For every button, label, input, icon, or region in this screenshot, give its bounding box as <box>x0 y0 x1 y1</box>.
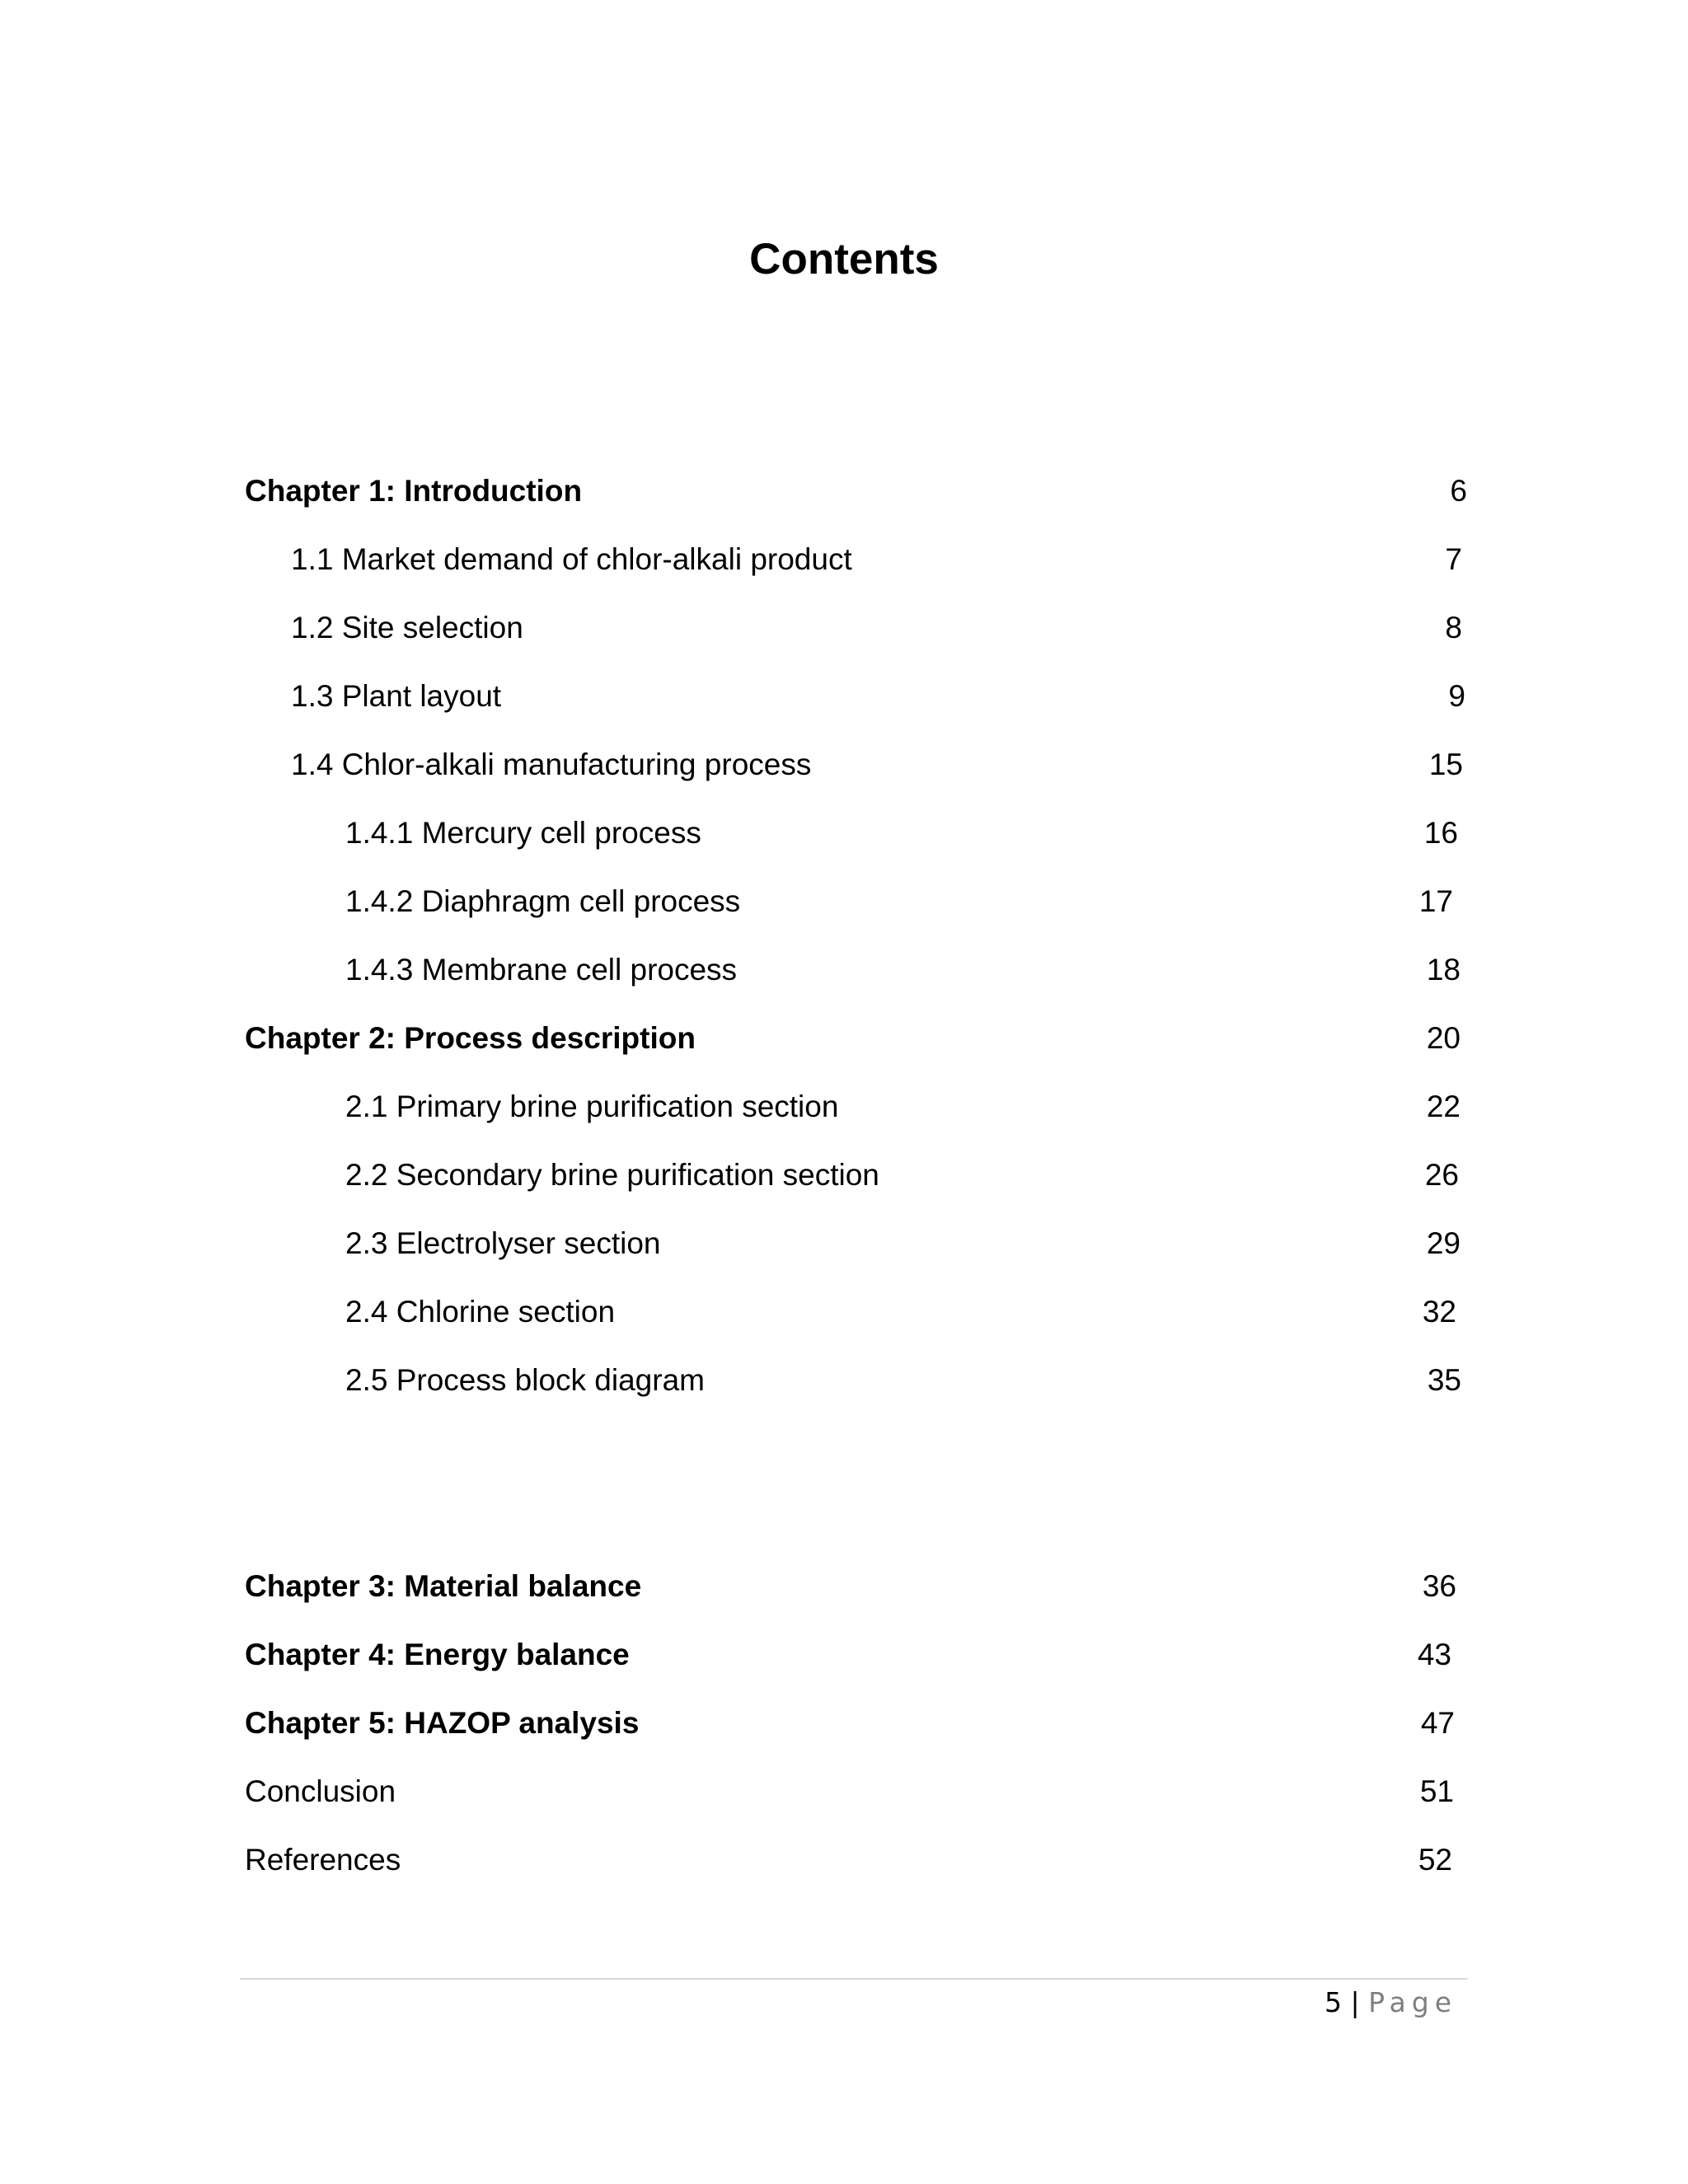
toc-entry-page: 6 <box>1450 474 1467 508</box>
toc-entry-chapter-4[interactable] <box>245 1632 1473 1678</box>
toc-entry-1-4-3[interactable] <box>345 947 1473 993</box>
toc-entry-label: Chapter 3: Material balance <box>245 1569 642 1603</box>
toc-entry-page: 18 <box>1426 953 1461 987</box>
toc-entry-label: 2.4 Chlorine section <box>345 1295 616 1329</box>
toc-entry-page: 35 <box>1427 1363 1461 1397</box>
toc-entry-label: Chapter 1: Introduction <box>245 474 583 508</box>
toc-entry-label: 1.4.2 Diaphragm cell process <box>345 884 741 918</box>
toc-entry-label: 1.3 Plant layout <box>291 679 502 713</box>
toc-entry-2-1[interactable] <box>345 1084 1473 1130</box>
toc-entry-chapter-1[interactable] <box>245 468 1473 514</box>
page-number: 5 <box>1324 1986 1342 2018</box>
toc-entry-chapter-2[interactable] <box>245 1015 1473 1062</box>
toc-entry-label: 2.5 Process block diagram <box>345 1363 705 1397</box>
toc-entry-label: 2.1 Primary brine purification section <box>345 1090 839 1123</box>
toc-entry-page: 29 <box>1426 1226 1461 1260</box>
toc-entry-page: 22 <box>1426 1090 1461 1123</box>
toc-entry-label: 1.4.1 Mercury cell process <box>345 816 701 850</box>
toc-entry-references[interactable] <box>245 1837 1473 1883</box>
toc-entry-2-2[interactable] <box>345 1152 1473 1198</box>
toc-entry-label: Chapter 2: Process description <box>245 1021 696 1055</box>
toc-entry-page: 47 <box>1420 1706 1455 1740</box>
page-label: Page <box>1368 1986 1457 2018</box>
toc-entry-page: 8 <box>1445 611 1462 644</box>
toc-entry-2-3[interactable] <box>345 1221 1473 1267</box>
toc-entry-page: 9 <box>1448 679 1465 713</box>
toc-entry-label: 1.1 Market demand of chlor-alkali product <box>291 542 852 576</box>
toc-entry-1-2[interactable] <box>291 605 1473 651</box>
toc-entry-label: 1.4 Chlor-alkali manufacturing process <box>291 748 812 781</box>
toc-entry-1-4-2[interactable] <box>345 879 1473 925</box>
toc-entry-page: 7 <box>1445 542 1462 576</box>
toc-entry-page: 36 <box>1422 1569 1456 1603</box>
toc-entry-1-4-1[interactable] <box>345 810 1473 856</box>
toc-entry-page: 17 <box>1418 884 1453 918</box>
toc-entry-label: Chapter 4: Energy balance <box>245 1638 630 1671</box>
page-title: Contents <box>749 235 939 284</box>
toc-entry-page: 26 <box>1424 1158 1459 1192</box>
toc-entry-label: Chapter 5: HAZOP analysis <box>245 1706 640 1740</box>
toc-entry-page: 20 <box>1426 1021 1461 1055</box>
toc-entry-2-4[interactable] <box>345 1289 1473 1335</box>
toc-entry-page: 52 <box>1418 1843 1452 1877</box>
toc-entry-page: 43 <box>1417 1638 1451 1671</box>
toc-entry-2-5[interactable] <box>345 1357 1473 1404</box>
toc-entry-label: 2.2 Secondary brine purification section <box>345 1158 879 1192</box>
toc-entry-page: 32 <box>1422 1295 1456 1329</box>
toc-entry-label: 1.2 Site selection <box>291 611 523 644</box>
toc-entry-label: 2.3 Electrolyser section <box>345 1226 661 1260</box>
toc-entry-label: Conclusion <box>245 1774 396 1808</box>
toc-entry-1-1[interactable] <box>291 537 1473 583</box>
footer-separator: | <box>1350 1986 1360 2018</box>
toc-entry-page: 15 <box>1428 748 1463 781</box>
footer-divider <box>240 1978 1468 1980</box>
toc-entry-1-4[interactable] <box>291 742 1473 788</box>
toc-entry-page: 16 <box>1423 816 1458 850</box>
toc-entry-label: References <box>245 1843 401 1877</box>
page-footer <box>1236 1985 1457 2021</box>
toc-entry-conclusion[interactable] <box>245 1769 1473 1815</box>
toc-entry-page: 51 <box>1419 1774 1454 1808</box>
toc-entry-chapter-3[interactable] <box>245 1563 1473 1610</box>
toc-entry-label: 1.4.3 Membrane cell process <box>345 953 738 987</box>
toc-entry-chapter-5[interactable] <box>245 1700 1473 1746</box>
toc-entry-1-3[interactable] <box>291 673 1473 719</box>
